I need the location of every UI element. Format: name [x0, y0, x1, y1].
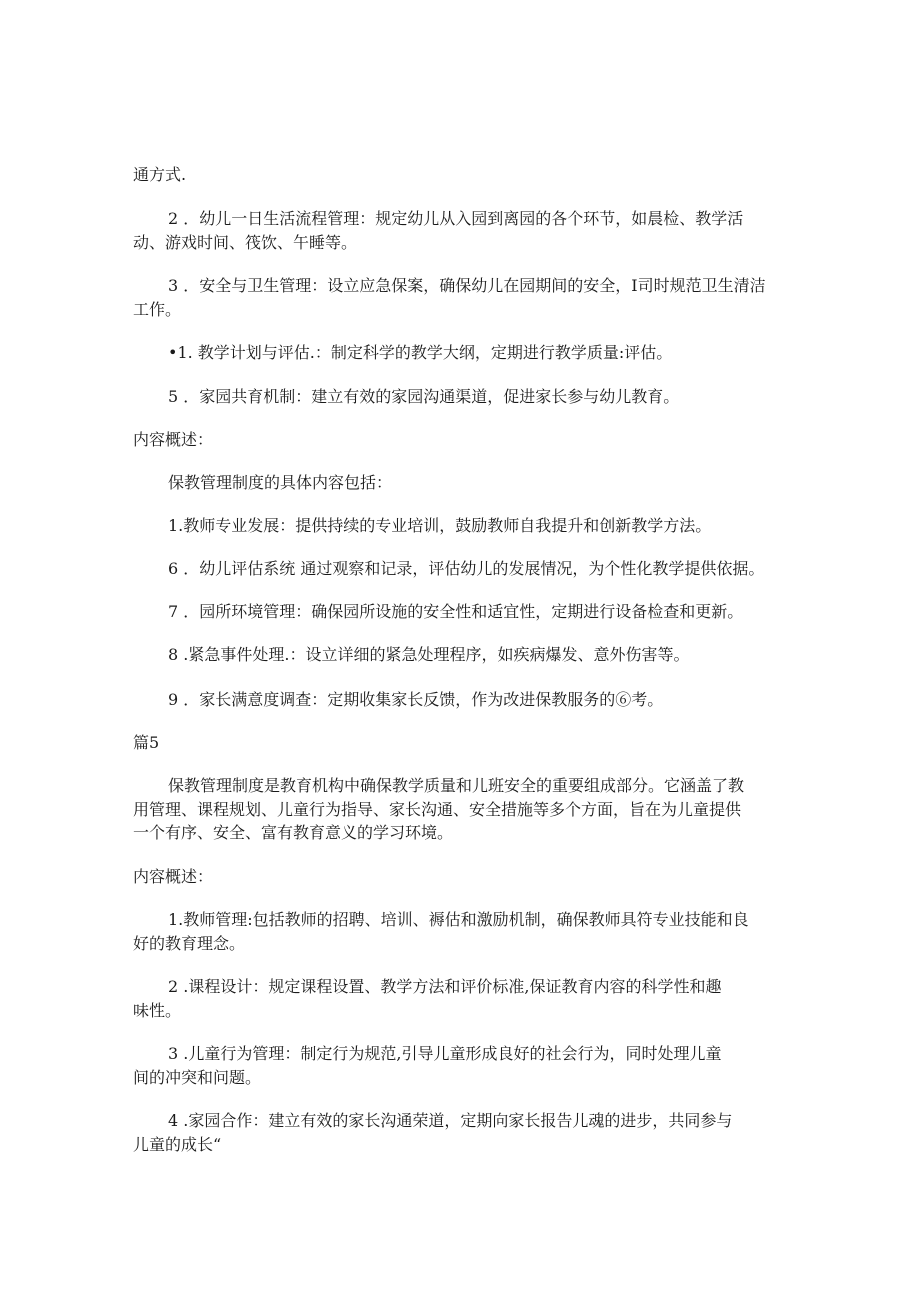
list-item-3: 3 .儿童行为管理：制定行为规范,引导儿童形成良好的社会行为，同时处理儿童 — [168, 1044, 722, 1063]
list-item-1: 1.教师管理:包括教师的招聘、培训、褥估和激励机制，确保教师具符专业技能和良 — [168, 910, 749, 929]
text-line: 好的教育理念。 — [133, 934, 246, 953]
list-item-1: 1.教师专业发展：提供持续的专业培训，鼓励教师自我提升和创新教学方法。 — [168, 516, 712, 535]
list-item-7: 7 ．园所环境管理：确保园所设施的安全性和适宜性，定期进行设备检查和更新。 — [168, 602, 744, 621]
paragraph-line: 保教管理制度是教育机构中确保教学质量和儿班安全的重要组成部分。它涵盖了教 — [168, 776, 745, 795]
list-item-4: 4 .家园合作：建立有效的家长沟通荣道，定期向家长报告儿魂的进步，共同参与 — [168, 1111, 733, 1130]
section-heading: 内容概述： — [133, 867, 214, 886]
text-line: 通方式. — [133, 165, 187, 184]
text-line: 工作。 — [133, 300, 182, 319]
list-item-3: 3 ．安全与卫生管理：设立应急保案，确保幼儿在园期间的安全，I司时规范卫生清洁 — [168, 276, 766, 295]
list-item-4: •1. 教学计划与评估.：制定科学的教学大纲，定期进行教学质量:评估。 — [168, 343, 673, 362]
text-line: 保教管理制度的具体内容包括： — [168, 473, 393, 492]
list-item-6: 6 ．幼儿评估系统 通过观察和记录，评估幼儿的发展情况，为个性化教学提供依据。 — [168, 559, 765, 578]
paragraph-line: 用管理、课程规划、儿童行为指导、家长沟通、安全措施等多个方面，旨在为儿童提供 — [133, 800, 742, 819]
text-line: 儿童的成长“ — [133, 1135, 222, 1154]
list-item-8: 8 .紧急事件处理.：设立详细的紧急处理程序，如疾病爆发、意外伤害等。 — [168, 645, 690, 664]
text-line: 间的冲突和问题。 — [133, 1068, 262, 1087]
list-item-2: 2 ．幼儿一日生活流程管理：规定幼儿从入园到离园的各个环节，如晨检、教学活 — [168, 209, 744, 228]
section-heading: 内容概述： — [133, 430, 214, 449]
text-line: 味性。 — [133, 1001, 182, 1020]
list-item-5: 5 ．家园共育机制：建立有效的家园沟通渠道，促进家长参与幼儿教育。 — [168, 387, 680, 406]
list-item-9: 9 ．家长满意度调查：定期收集家长反馈，作为改进保教服务的⑥考。 — [168, 690, 664, 709]
section-heading: 篇5 — [133, 733, 160, 752]
text-line: 动、游戏时间、筏饮、午睡等。 — [133, 233, 358, 252]
paragraph-line: 一个有序、安全、富有教育意义的学习环境。 — [133, 823, 454, 842]
list-item-2: 2 .课程设计：规定课程设置、教学方法和评价标准,保证教育内容的科学性和趣 — [168, 977, 722, 996]
